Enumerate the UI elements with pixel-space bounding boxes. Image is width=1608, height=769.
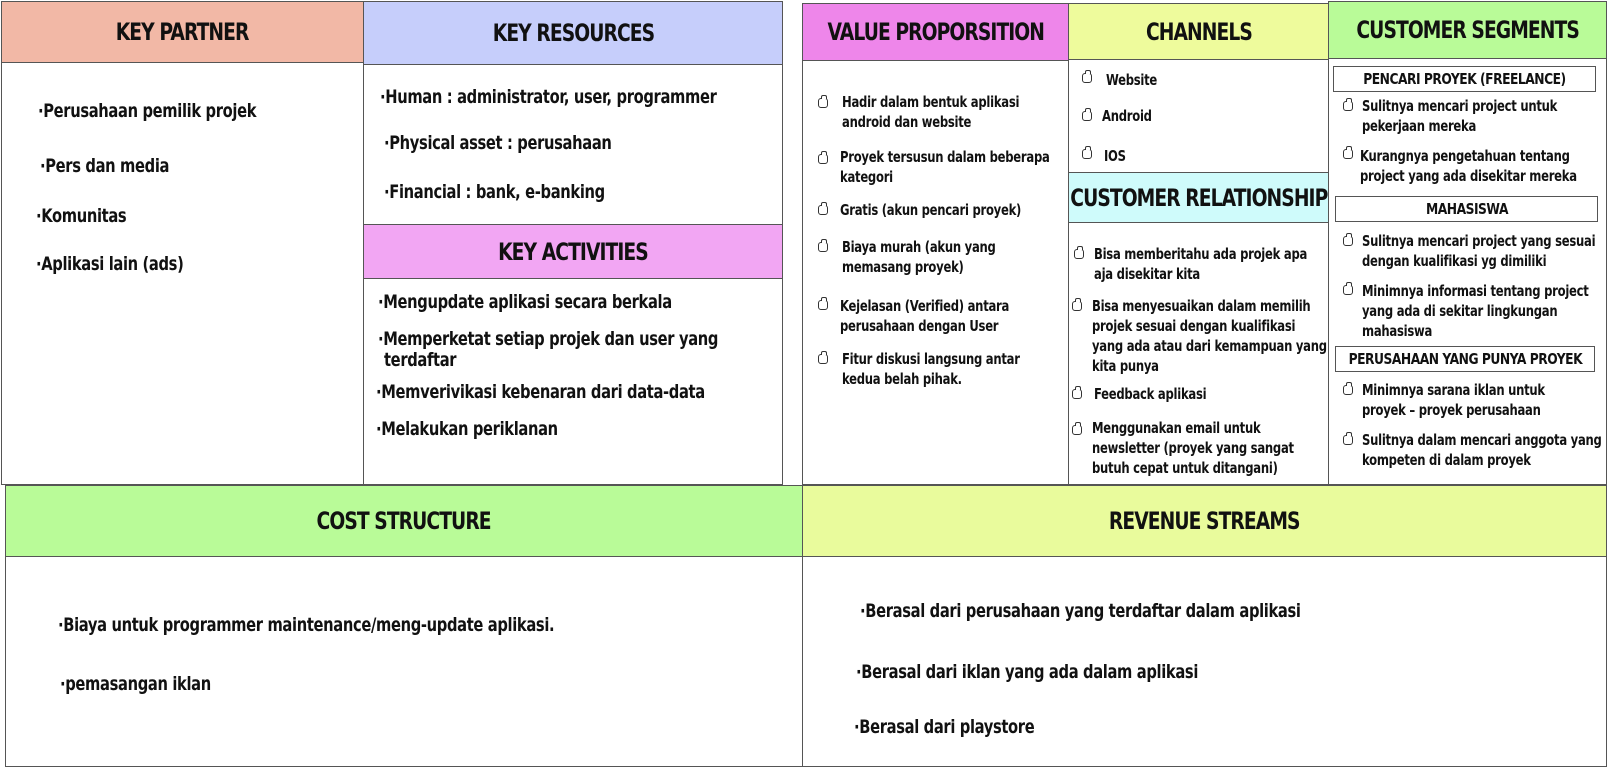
bullet-icon: [1072, 425, 1082, 435]
key-resources-title: KEY RESOURCES: [492, 19, 654, 47]
segment-item: Kurangnya pengetahuan tentang project yang ada disekitar mereka: [1360, 147, 1577, 185]
channel-website: Website: [1106, 71, 1158, 89]
bullet-icon: [1343, 149, 1353, 159]
bullet-icon: [1343, 285, 1353, 295]
customer-segments-header: [1328, 1, 1607, 59]
key-partner-item: ·Komunitas: [36, 205, 127, 227]
key-activities-item: ·Mengupdate aplikasi secara berkala: [378, 291, 672, 313]
key-activities-title: KEY ACTIVITIES: [498, 237, 648, 266]
value-proposition-item: Hadir dalam bentuk aplikasi android dan website: [842, 93, 1020, 131]
bullet-icon: [1072, 301, 1082, 311]
bullet-icon: [1074, 249, 1084, 259]
key-partner-item: ·Aplikasi lain (ads): [36, 253, 184, 275]
customer-relationship-item: Feedback aplikasi: [1094, 385, 1207, 403]
bullet-icon: [818, 205, 828, 215]
revenue-streams-item: ·Berasal dari iklan yang ada dalam aplikasi: [856, 661, 1199, 683]
key-partner-item: ·Perusahaan pemilik projek: [38, 100, 257, 122]
channels-title: CHANNELS: [1145, 17, 1252, 46]
key-partner-item: ·Pers dan media: [40, 155, 170, 177]
value-proposition-header: [802, 3, 1069, 61]
customer-relationship-item: Bisa memberitahu ada projek apa aja disekitar kita: [1094, 245, 1308, 283]
bullet-icon: [1343, 385, 1353, 395]
value-proposition-item: Biaya murah (akun yang memasang proyek): [842, 238, 996, 276]
bullet-icon: [1082, 111, 1092, 121]
segment-label-mahasiswa: MAHASISWA: [1335, 196, 1598, 222]
segment-item: Sulitnya mencari project yang sesuai dengan kualifikasi yg dimiliki: [1362, 232, 1596, 270]
bullet-icon: [1343, 101, 1353, 111]
key-activities-item: ·Melakukan periklanan: [376, 418, 558, 440]
customer-relationship-item: Menggunakan email untuk newsletter (proyek yang sangat butuh cepat untuk ditangani): [1092, 419, 1294, 477]
channel-android: Android: [1102, 107, 1152, 125]
segment-item: Minimnya informasi tentang project yang ada di sekitar lingkungan mahasiswa: [1362, 282, 1589, 340]
segment-label-perusahaan: PERUSAHAAN YANG PUNYA PROYEK: [1335, 346, 1595, 372]
cost-structure-item: ·Biaya untuk programmer maintenance/meng-update aplikasi.: [58, 614, 555, 636]
segment-label-freelance: PENCARI PROYEK (FREELANCE): [1333, 66, 1596, 92]
revenue-streams-title: REVENUE STREAMS: [1109, 507, 1300, 535]
customer-segments-title: CUSTOMER SEGMENTS: [1356, 16, 1579, 44]
key-activities-item: ·Memperketat setiap projek dan user yang: [378, 328, 719, 350]
cost-structure-item: ·pemasangan iklan: [60, 673, 211, 695]
key-resources-item: ·Physical asset : perusahaan: [384, 132, 612, 154]
key-resources-item: ·Human : administrator, user, programmer: [380, 86, 717, 108]
bullet-icon: [818, 154, 828, 164]
bullet-icon: [1343, 435, 1353, 445]
bullet-icon: [818, 242, 828, 252]
key-resources-item: ·Financial : bank, e-banking: [384, 181, 605, 203]
segment-item: Sulitnya mencari project untuk pekerjaan mereka: [1362, 97, 1558, 135]
bullet-icon: [818, 300, 828, 310]
key-activities-item: ·Memverivikasi kebenaran dari data-data: [376, 381, 705, 403]
channel-ios: IOS: [1104, 147, 1126, 165]
revenue-streams-header: [802, 485, 1607, 557]
bullet-icon: [1082, 73, 1092, 83]
key-partner-box: [1, 1, 364, 485]
segment-item: Minimnya sarana iklan untuk proyek – proyek perusahaan: [1362, 381, 1545, 419]
value-proposition-item: Fitur diskusi langsung antar kedua belah pihak.: [842, 350, 1020, 388]
cost-structure-title: COST STRUCTURE: [316, 507, 492, 535]
cost-structure-header: [5, 485, 803, 557]
value-proposition-item: Proyek tersusun dalam beberapa kategori: [840, 148, 1050, 186]
key-activities-header: [363, 224, 783, 279]
channels-header: [1068, 3, 1329, 60]
bullet-icon: [818, 354, 828, 364]
customer-relationship-header: [1068, 172, 1329, 223]
value-proposition-title: VALUE PROPORSITION: [827, 18, 1044, 46]
revenue-streams-item: ·Berasal dari playstore: [854, 716, 1035, 738]
value-proposition-item: Kejelasan (Verified) antara perusahaan dengan User: [840, 297, 1010, 335]
customer-relationship-item: Bisa menyesuaikan dalam memilih projek sesuai dengan kualifikasi yang ada atau dari kemampuan yang kita punya: [1092, 297, 1327, 375]
bullet-icon: [1343, 236, 1353, 246]
segment-item: Sulitnya dalam mencari anggota yang kompeten di dalam proyek: [1362, 431, 1602, 469]
revenue-streams-item: ·Berasal dari perusahaan yang terdaftar dalam aplikasi: [860, 600, 1301, 622]
bullet-icon: [818, 98, 828, 108]
key-activities-item: terdaftar: [384, 349, 457, 371]
key-partner-header: [1, 1, 364, 63]
key-resources-header: [363, 1, 783, 65]
bullet-icon: [1082, 149, 1092, 159]
key-partner-title: KEY PARTNER: [116, 18, 249, 46]
bullet-icon: [1072, 389, 1082, 399]
value-proposition-item: Gratis (akun pencari proyek): [840, 201, 1022, 219]
customer-relationship-title: CUSTOMER RELATIONSHIP: [1069, 183, 1328, 212]
